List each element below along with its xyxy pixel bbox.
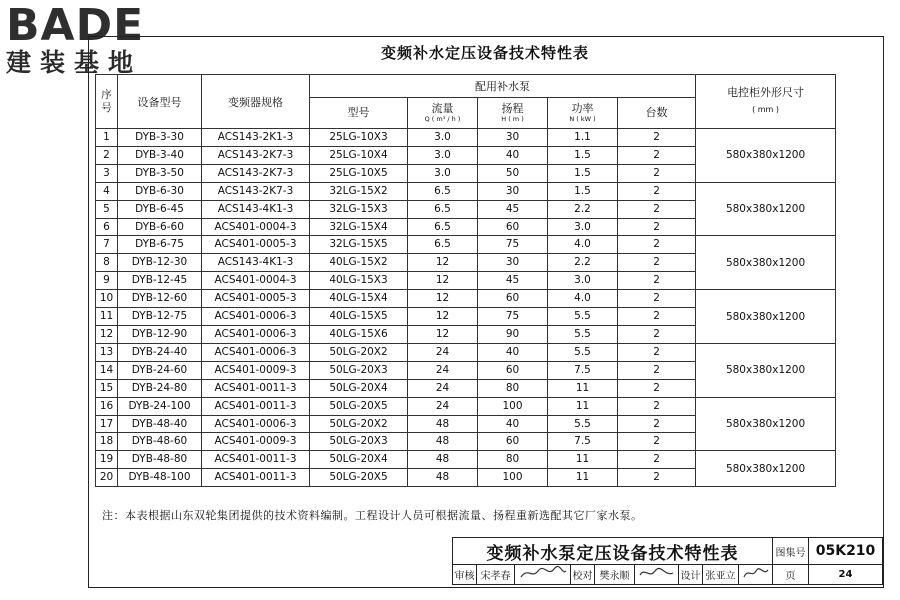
cell-model: DYB-12-60 xyxy=(118,290,202,308)
cell-model: DYB-48-100 xyxy=(118,469,202,487)
cell-inverter: ACS401-0009-3 xyxy=(202,433,310,451)
col-header-model: 设备型号 xyxy=(118,75,202,129)
cell-power: 3.0 xyxy=(548,218,618,236)
cell-no: 4 xyxy=(96,182,118,200)
logo-subtitle: 建装基地 xyxy=(6,48,143,77)
cell-model: DYB-12-90 xyxy=(118,325,202,343)
cell-inverter: ACS143-2K7-3 xyxy=(202,146,310,164)
cell-head: 40 xyxy=(478,415,548,433)
cell-model: DYB-24-100 xyxy=(118,397,202,415)
head-header-unit: H ( m ) xyxy=(501,115,524,123)
cell-power: 2.2 xyxy=(548,254,618,272)
cell-count: 2 xyxy=(618,254,696,272)
cell-power: 1.1 xyxy=(548,129,618,147)
cell-pump: 25LG-10X3 xyxy=(310,129,408,147)
cell-model: DYB-6-60 xyxy=(118,218,202,236)
cell-head: 40 xyxy=(478,343,548,361)
cell-inverter: ACS401-0006-3 xyxy=(202,325,310,343)
cell-model: DYB-6-45 xyxy=(118,200,202,218)
cell-cabinet-size: 580x380x1200 xyxy=(696,236,836,290)
cell-inverter: ACS401-0006-3 xyxy=(202,308,310,326)
cell-head: 90 xyxy=(478,325,548,343)
flow-header-label: 流量 xyxy=(431,102,454,115)
power-header-unit: N ( kW ) xyxy=(569,115,596,123)
col-header-no xyxy=(96,75,118,129)
cell-head: 40 xyxy=(478,146,548,164)
cell-pump: 50LG-20X5 xyxy=(310,469,408,487)
col-header-power xyxy=(548,98,618,129)
cell-pump: 50LG-20X5 xyxy=(310,397,408,415)
cell-power: 5.5 xyxy=(548,308,618,326)
review-label: 审核 xyxy=(453,565,477,585)
table-row xyxy=(96,236,836,254)
cell-flow: 3.0 xyxy=(408,146,478,164)
cell-inverter: ACS401-0011-3 xyxy=(202,469,310,487)
cell-pump: 32LG-15X5 xyxy=(310,236,408,254)
cell-power: 4.0 xyxy=(548,236,618,254)
cell-flow: 3.0 xyxy=(408,164,478,182)
cell-power: 11 xyxy=(548,397,618,415)
col-header-cabinet xyxy=(696,75,836,129)
cell-pump: 50LG-20X2 xyxy=(310,415,408,433)
col-header-pump-model: 型号 xyxy=(310,98,408,129)
cell-power: 1.5 xyxy=(548,182,618,200)
cell-no: 8 xyxy=(96,254,118,272)
cell-count: 2 xyxy=(618,290,696,308)
cell-flow: 12 xyxy=(408,254,478,272)
cabinet-header-label: 电控柜外形尺寸 xyxy=(727,86,805,99)
cell-no: 5 xyxy=(96,200,118,218)
table-title: 变频补水定压设备技术特性表 xyxy=(380,44,589,62)
flow-header-unit: Q ( m³ / h ) xyxy=(424,115,461,123)
cell-no: 19 xyxy=(96,451,118,469)
cell-flow: 24 xyxy=(408,379,478,397)
cell-power: 5.5 xyxy=(548,325,618,343)
cell-inverter: ACS401-0004-3 xyxy=(202,218,310,236)
cell-no: 18 xyxy=(96,433,118,451)
cell-pump: 50LG-20X3 xyxy=(310,433,408,451)
proofer-name: 樊永顺 xyxy=(595,565,635,585)
cell-inverter: ACS401-0011-3 xyxy=(202,451,310,469)
cell-power: 7.5 xyxy=(548,361,618,379)
cell-model: DYB-12-45 xyxy=(118,272,202,290)
logo-mark: BADE xyxy=(6,0,145,51)
cell-head: 60 xyxy=(478,290,548,308)
page-label: 页 xyxy=(773,565,809,585)
cell-head: 50 xyxy=(478,164,548,182)
designer-signature xyxy=(739,565,773,585)
cell-pump: 40LG-15X2 xyxy=(310,254,408,272)
cell-pump: 32LG-15X2 xyxy=(310,182,408,200)
cell-power: 2.2 xyxy=(548,200,618,218)
cell-count: 2 xyxy=(618,236,696,254)
reviewer-signature-icon xyxy=(518,565,568,581)
cell-count: 2 xyxy=(618,451,696,469)
footnote: 注：本表根据山东双轮集团提供的技术资料编制。工程设计人员可根据流量、扬程重新选配其它厂家水泵。 xyxy=(102,509,643,522)
cell-head: 45 xyxy=(478,200,548,218)
title-block xyxy=(452,537,883,585)
cell-count: 2 xyxy=(618,415,696,433)
cell-model: DYB-3-50 xyxy=(118,164,202,182)
proof-label: 校对 xyxy=(571,565,595,585)
cell-power: 11 xyxy=(548,469,618,487)
designer-name: 张亚立 xyxy=(703,565,739,585)
col-header-pump-group: 配用补水泵 xyxy=(310,75,696,98)
cell-pump: 50LG-20X2 xyxy=(310,343,408,361)
cell-flow: 48 xyxy=(408,415,478,433)
reviewer-signature xyxy=(515,565,571,585)
cell-count: 2 xyxy=(618,272,696,290)
cell-model: DYB-48-40 xyxy=(118,415,202,433)
cell-flow: 48 xyxy=(408,433,478,451)
cell-flow: 12 xyxy=(408,325,478,343)
cell-no: 9 xyxy=(96,272,118,290)
cell-flow: 3.0 xyxy=(408,129,478,147)
atlas-number: 05K210 xyxy=(809,538,883,565)
reviewer-name: 宋孝春 xyxy=(477,565,515,585)
cell-pump: 50LG-20X4 xyxy=(310,451,408,469)
cell-cabinet-size: 580x380x1200 xyxy=(696,290,836,344)
cell-inverter: ACS401-0006-3 xyxy=(202,415,310,433)
cell-pump: 50LG-20X3 xyxy=(310,361,408,379)
cell-inverter: ACS401-0009-3 xyxy=(202,361,310,379)
cell-pump: 25LG-10X5 xyxy=(310,164,408,182)
cell-power: 11 xyxy=(548,451,618,469)
cell-flow: 6.5 xyxy=(408,236,478,254)
cell-inverter: ACS143-2K7-3 xyxy=(202,164,310,182)
cell-pump: 40LG-15X6 xyxy=(310,325,408,343)
proofer-signature xyxy=(635,565,679,585)
cell-pump: 32LG-15X3 xyxy=(310,200,408,218)
page-number: 24 xyxy=(809,565,883,585)
cell-inverter: ACS143-2K7-3 xyxy=(202,182,310,200)
proofer-signature-icon xyxy=(637,565,677,581)
cell-flow: 12 xyxy=(408,290,478,308)
cell-power: 3.0 xyxy=(548,272,618,290)
cell-power: 5.5 xyxy=(548,415,618,433)
cell-flow: 12 xyxy=(408,272,478,290)
cell-pump: 50LG-20X4 xyxy=(310,379,408,397)
cell-no: 20 xyxy=(96,469,118,487)
table-row xyxy=(96,290,836,308)
cell-count: 2 xyxy=(618,200,696,218)
col-header-no-line2: 号 xyxy=(101,101,112,114)
cell-flow: 24 xyxy=(408,397,478,415)
cell-count: 2 xyxy=(618,397,696,415)
cell-cabinet-size: 580x380x1200 xyxy=(696,451,836,487)
cell-count: 2 xyxy=(618,469,696,487)
cell-head: 60 xyxy=(478,361,548,379)
table-row xyxy=(96,343,836,361)
cell-model: DYB-48-60 xyxy=(118,433,202,451)
cell-no: 10 xyxy=(96,290,118,308)
cell-head: 80 xyxy=(478,379,548,397)
cell-pump: 25LG-10X4 xyxy=(310,146,408,164)
cell-inverter: ACS401-0004-3 xyxy=(202,272,310,290)
col-header-inverter: 变频器规格 xyxy=(202,75,310,129)
cell-head: 75 xyxy=(478,308,548,326)
cell-no: 1 xyxy=(96,129,118,147)
cell-pump: 40LG-15X3 xyxy=(310,272,408,290)
cell-model: DYB-6-30 xyxy=(118,182,202,200)
cell-model: DYB-48-80 xyxy=(118,451,202,469)
cell-flow: 12 xyxy=(408,308,478,326)
cell-count: 2 xyxy=(618,325,696,343)
cell-model: DYB-6-75 xyxy=(118,236,202,254)
cell-count: 2 xyxy=(618,146,696,164)
cell-inverter: ACS401-0005-3 xyxy=(202,290,310,308)
cell-model: DYB-24-60 xyxy=(118,361,202,379)
table-row xyxy=(96,182,836,200)
cell-count: 2 xyxy=(618,218,696,236)
cell-no: 11 xyxy=(96,308,118,326)
cell-cabinet-size: 580x380x1200 xyxy=(696,397,836,451)
cell-inverter: ACS401-0005-3 xyxy=(202,236,310,254)
cell-power: 1.5 xyxy=(548,146,618,164)
cell-pump: 40LG-15X4 xyxy=(310,290,408,308)
cell-no: 15 xyxy=(96,379,118,397)
table-row xyxy=(96,129,836,147)
cell-no: 17 xyxy=(96,415,118,433)
cell-head: 75 xyxy=(478,236,548,254)
cell-flow: 48 xyxy=(408,451,478,469)
cell-no: 12 xyxy=(96,325,118,343)
cell-count: 2 xyxy=(618,182,696,200)
cell-head: 30 xyxy=(478,182,548,200)
cell-cabinet-size: 580x380x1200 xyxy=(696,182,836,236)
col-header-no-line1: 序 xyxy=(101,88,112,101)
cell-head: 80 xyxy=(478,451,548,469)
cell-no: 13 xyxy=(96,343,118,361)
cell-head: 30 xyxy=(478,254,548,272)
power-header-label: 功率 xyxy=(571,102,594,115)
cell-no: 6 xyxy=(96,218,118,236)
cell-pump: 40LG-15X5 xyxy=(310,308,408,326)
table-row xyxy=(96,451,836,469)
cell-inverter: ACS401-0011-3 xyxy=(202,397,310,415)
title-block-title: 变频补水泵定压设备技术特性表 xyxy=(453,538,773,565)
cell-inverter: ACS401-0006-3 xyxy=(202,343,310,361)
cell-model: DYB-12-75 xyxy=(118,308,202,326)
cell-model: DYB-24-40 xyxy=(118,343,202,361)
cell-head: 30 xyxy=(478,129,548,147)
cell-no: 2 xyxy=(96,146,118,164)
cabinet-header-unit: ( mm ) xyxy=(752,105,780,114)
cell-inverter: ACS401-0011-3 xyxy=(202,379,310,397)
cell-flow: 6.5 xyxy=(408,182,478,200)
cell-no: 3 xyxy=(96,164,118,182)
spec-table xyxy=(95,74,836,487)
cell-pump: 32LG-15X4 xyxy=(310,218,408,236)
cell-power: 1.5 xyxy=(548,164,618,182)
design-label: 设计 xyxy=(679,565,703,585)
head-header-label: 扬程 xyxy=(501,102,524,115)
cell-inverter: ACS143-2K1-3 xyxy=(202,129,310,147)
cell-power: 4.0 xyxy=(548,290,618,308)
cell-no: 14 xyxy=(96,361,118,379)
cell-no: 16 xyxy=(96,397,118,415)
cell-power: 7.5 xyxy=(548,433,618,451)
cell-count: 2 xyxy=(618,164,696,182)
cell-no: 7 xyxy=(96,236,118,254)
designer-signature-icon xyxy=(741,565,771,581)
cell-flow: 6.5 xyxy=(408,200,478,218)
cell-count: 2 xyxy=(618,343,696,361)
table-row xyxy=(96,397,836,415)
col-header-count: 台数 xyxy=(618,98,696,129)
cell-cabinet-size: 580x380x1200 xyxy=(696,129,836,183)
cell-flow: 24 xyxy=(408,361,478,379)
spec-table-body xyxy=(96,129,836,487)
cell-count: 2 xyxy=(618,433,696,451)
cell-head: 45 xyxy=(478,272,548,290)
cell-model: DYB-3-40 xyxy=(118,146,202,164)
cell-count: 2 xyxy=(618,361,696,379)
cell-flow: 6.5 xyxy=(408,218,478,236)
cell-flow: 24 xyxy=(408,343,478,361)
cell-power: 5.5 xyxy=(548,343,618,361)
col-header-flow xyxy=(408,98,478,129)
cell-count: 2 xyxy=(618,129,696,147)
cell-power: 11 xyxy=(548,379,618,397)
cell-count: 2 xyxy=(618,308,696,326)
cell-inverter: ACS143-4K1-3 xyxy=(202,254,310,272)
cell-model: DYB-24-80 xyxy=(118,379,202,397)
cell-head: 100 xyxy=(478,469,548,487)
cell-cabinet-size: 580x380x1200 xyxy=(696,343,836,397)
cell-inverter: ACS143-4K1-3 xyxy=(202,200,310,218)
col-header-head xyxy=(478,98,548,129)
atlas-label: 图集号 xyxy=(773,538,809,565)
cell-flow: 48 xyxy=(408,469,478,487)
cell-head: 60 xyxy=(478,433,548,451)
cell-model: DYB-12-30 xyxy=(118,254,202,272)
cell-head: 60 xyxy=(478,218,548,236)
cell-head: 100 xyxy=(478,397,548,415)
cell-model: DYB-3-30 xyxy=(118,129,202,147)
cell-count: 2 xyxy=(618,379,696,397)
